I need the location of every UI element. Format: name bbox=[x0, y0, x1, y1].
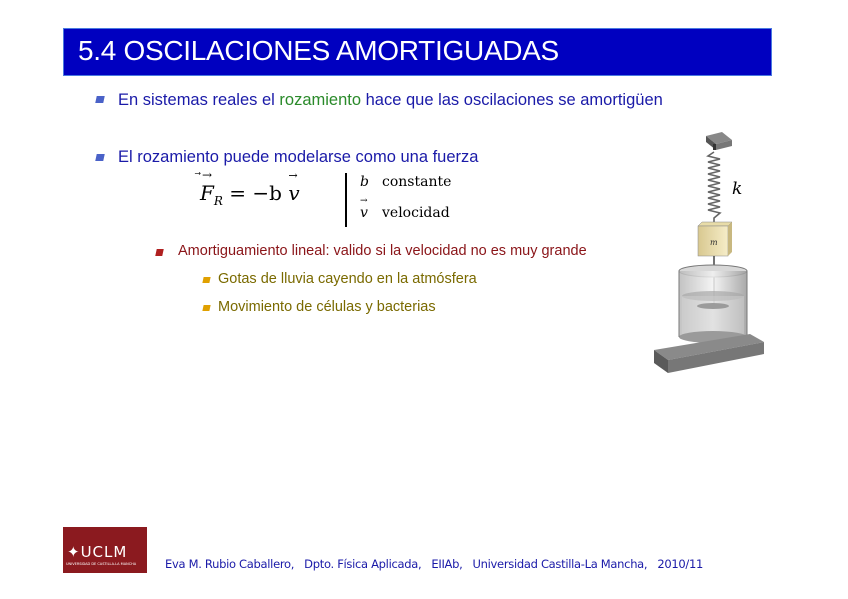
bullet-marker bbox=[95, 96, 104, 103]
bullet-marker bbox=[202, 305, 210, 311]
definition-v-symbol: v bbox=[360, 205, 368, 221]
friction-formula: → $F_R = -b$ → v bbox=[200, 168, 300, 208]
formula-subscript: R bbox=[213, 194, 223, 208]
uclm-logo bbox=[63, 527, 147, 573]
title-bar bbox=[63, 28, 772, 76]
bullet-1-pre: En sistemas reales el bbox=[118, 91, 280, 109]
mass-label: m bbox=[710, 238, 718, 247]
damped-oscillator-figure bbox=[640, 128, 775, 386]
definition-v bbox=[360, 196, 450, 221]
spring-constant-label: k bbox=[732, 179, 743, 199]
formula-velocity: v bbox=[288, 181, 300, 205]
logo-subtext: UNIVERSIDAD DE CASTILLA-LA MANCHA bbox=[66, 562, 137, 566]
mass-block bbox=[698, 222, 732, 256]
support-mount bbox=[706, 132, 732, 150]
formula-rhs: = −b bbox=[222, 181, 289, 205]
bullet-marker bbox=[155, 249, 163, 256]
definition-v-text: velocidad bbox=[382, 205, 450, 221]
definition-b-text: constante bbox=[382, 174, 452, 190]
beaker bbox=[679, 265, 747, 343]
definition-b bbox=[360, 174, 451, 190]
logo-wordmark: UCLM bbox=[80, 543, 128, 561]
bullet-text-2: El rozamiento puede modelarse como una fuerza bbox=[118, 148, 479, 166]
definition-b-symbol: b bbox=[360, 174, 369, 190]
bullet-marker bbox=[95, 154, 104, 161]
slide-title: 5.4 OSCILACIONES AMORTIGUADAS bbox=[78, 35, 559, 66]
definition-bar bbox=[345, 173, 347, 227]
example-item: Gotas de lluvia cayendo en la atmósfera bbox=[218, 271, 477, 287]
bullet-1-highlight: rozamiento bbox=[279, 91, 362, 109]
definition-v-symbol-wrap: → v bbox=[360, 196, 368, 221]
bullet-text-1 bbox=[118, 91, 663, 110]
example-item: Movimiento de células y bacterias bbox=[218, 299, 436, 315]
logo-text: ✦UCLM bbox=[67, 543, 128, 561]
spring bbox=[708, 152, 720, 226]
bullet-marker bbox=[202, 277, 210, 283]
footer-credits: Eva M. Rubio Caballero, Dpto. Física Aplicada, EIIAb, Universidad Castilla-La Mancha, 2010/11 bbox=[165, 557, 704, 571]
bullet-1-post: hace que las oscilaciones se amortigüen bbox=[361, 91, 663, 109]
formula-lhs: F bbox=[200, 181, 214, 205]
sub-bullet-text: Amortiguamiento lineal: valido si la velocidad no es muy grande bbox=[178, 243, 587, 259]
